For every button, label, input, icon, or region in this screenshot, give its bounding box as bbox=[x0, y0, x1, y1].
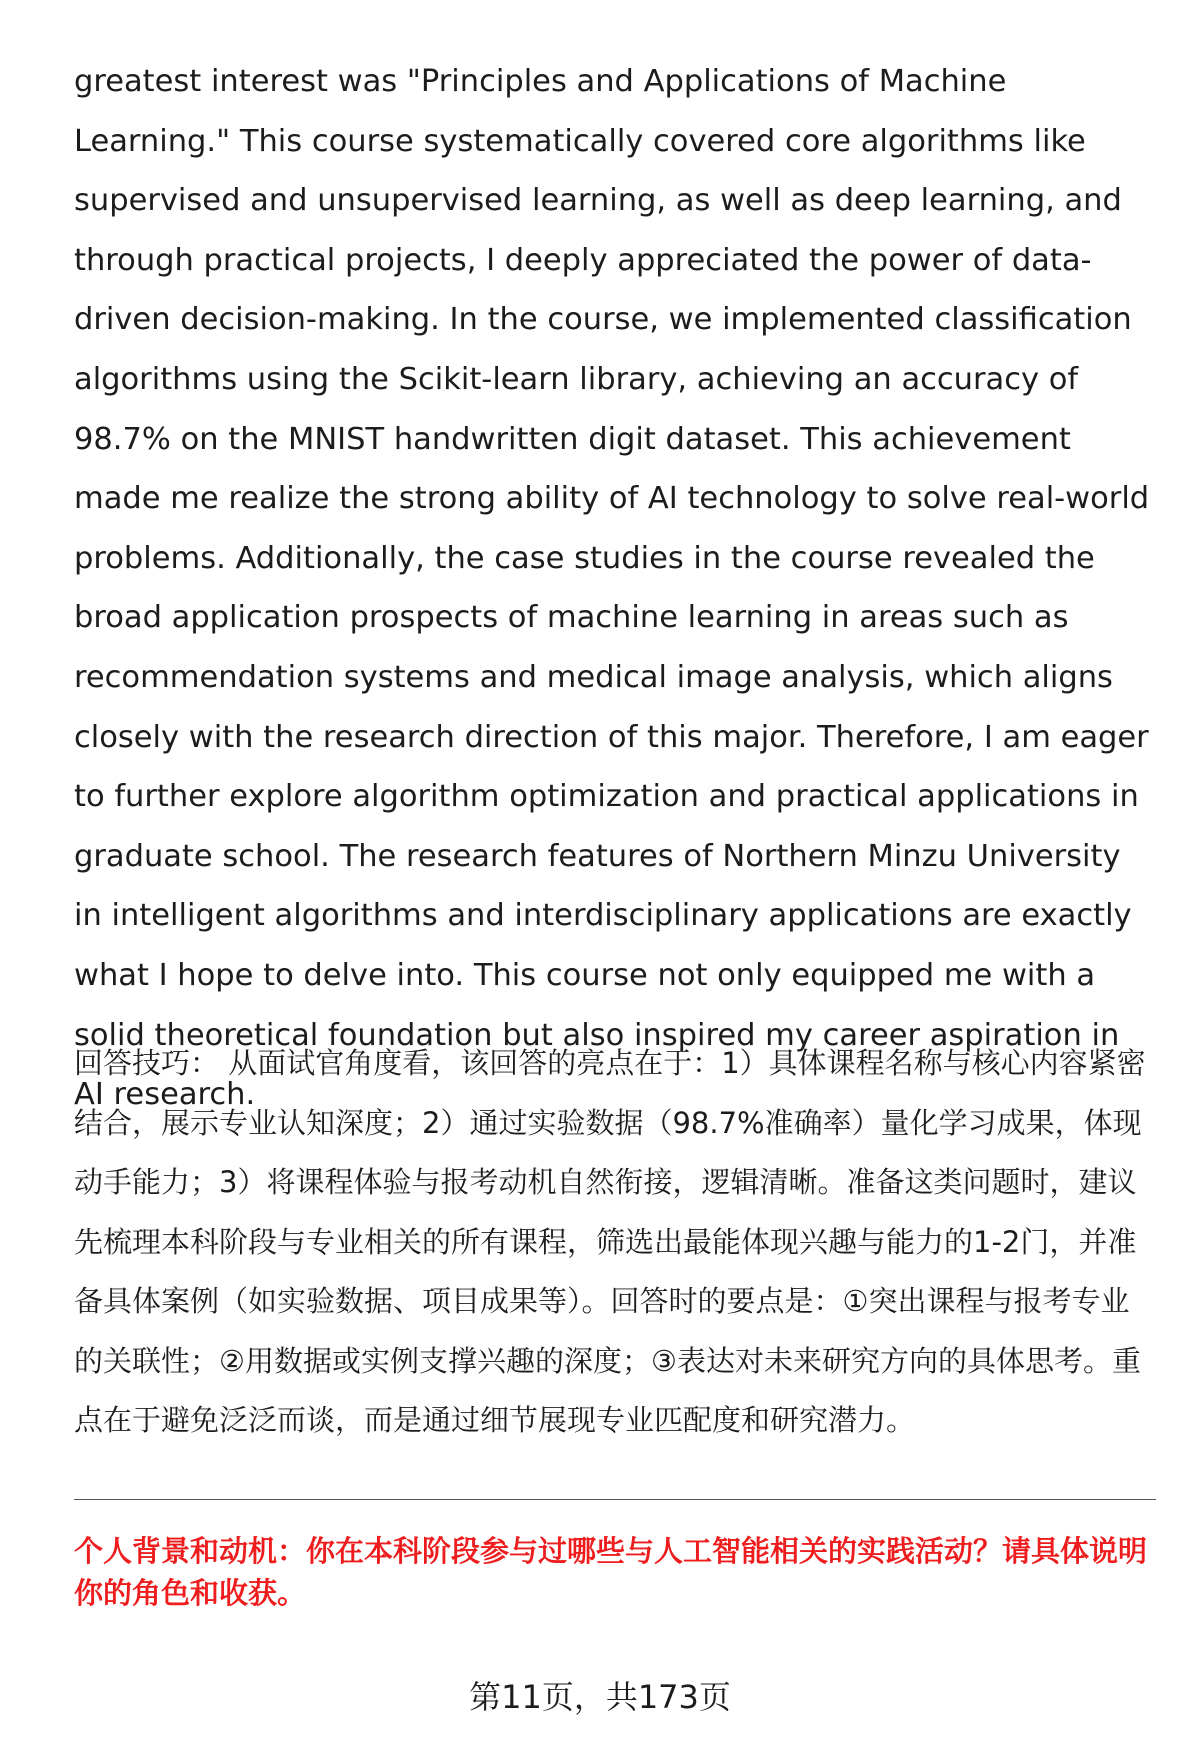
next-question-heading: 个人背景和动机：你在本科阶段参与过哪些与人工智能相关的实践活动？请具体说明你的角色和收获。 bbox=[74, 1534, 1148, 1610]
section-divider bbox=[74, 1499, 1156, 1500]
answer-tips-paragraph: 回答技巧： 从面试官角度看，该回答的亮点在于：1）具体课程名称与核心内容紧密结合，展示专业认知深度；2）通过实验数据（98.7%准确率）量化学习成果，体现动手能力；3）将课程体验与报考动机自然衔接，逻辑清晰。准备这类问题时，建议先梳理本科阶段与专业相关的所有课程，筛选出最能体现兴趣与能力的1-2门，并准备具体案例（如实验数据、项目成果等）。回答时的要点是：①突出课程与报考专业的关联性；②用数据或实例支撑兴趣的深度；③表达对未来研究方向的具体思考。重点在于避免泛泛而谈，而是通过细节展现专业匹配度和研究潜力。 bbox=[74, 1046, 1146, 1437]
answer-paragraph: greatest interest was "Principles and Applications of Machine Learning." This course systematically covered core algorithms like supervised and unsupervised learning, as well as deep learning, and through practical projects, I deeply appreciated the power of data-driven decision-making. In the course, we implemented classification algorithms using the Scikit-learn library, achieving an accuracy of 98.7% on the MNIST handwritten digit dataset. This achievement made me realize the strong ability of AI technology to solve real-world problems. Additionally, the case studies in the course revealed the broad application prospects of machine learning in areas such as recommendation systems and medical image analysis, which aligns closely with the research direction of this major. Therefore, I am eager to further explore algorithm optimization and practical applications in graduate school. The research features of Northern Minzu University in intelligent algorithms and interdisciplinary applications are exactly what I hope to delve into. This course not only equipped me with a solid theoretical foundation but also inspired my career aspiration in AI research. bbox=[74, 64, 1150, 1113]
page-number-footer: 第11页，共173页 bbox=[469, 1678, 731, 1716]
